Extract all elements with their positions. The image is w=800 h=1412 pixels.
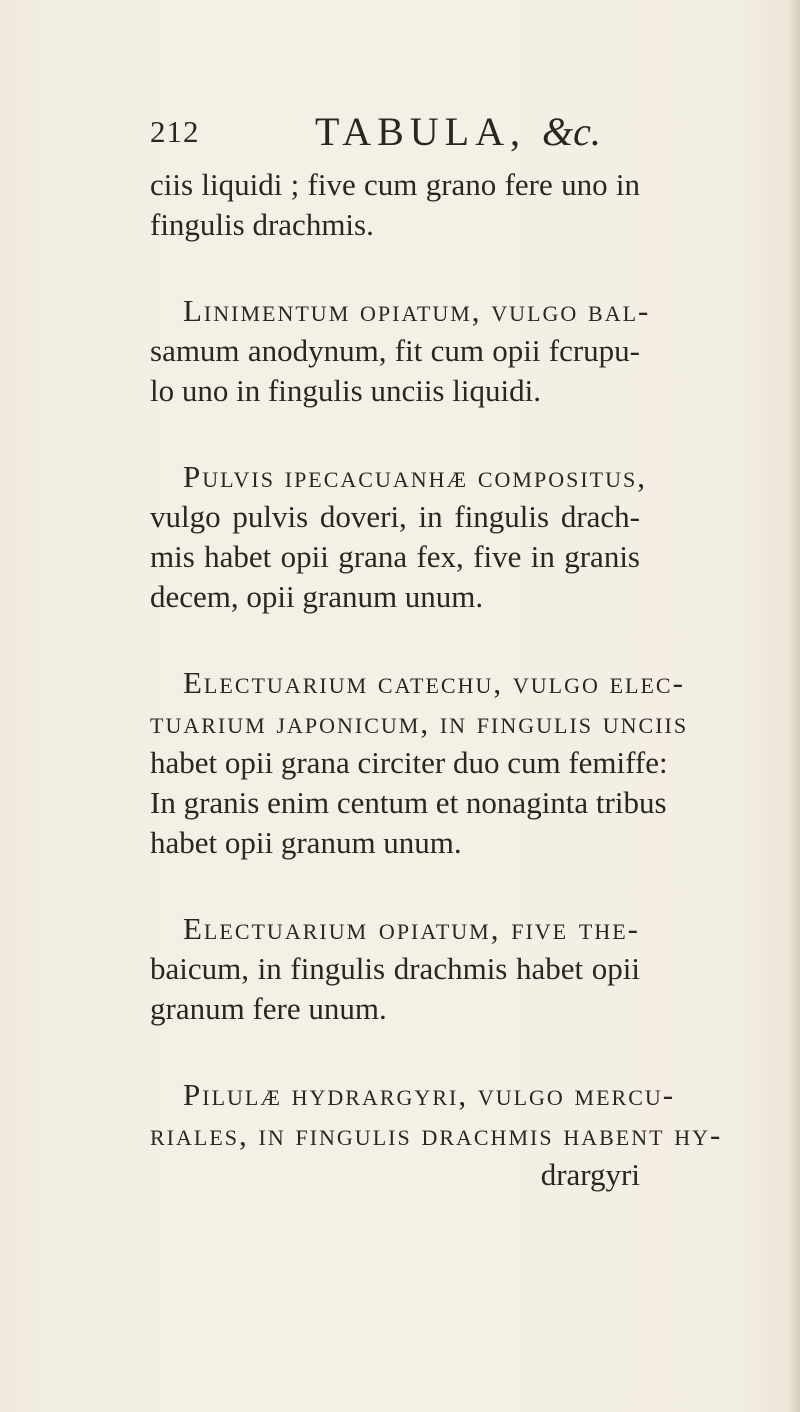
paragraph-linimentum <box>150 291 651 411</box>
paragraph-electuarium-opiatum <box>150 909 640 1029</box>
text-line: Pulvis ipecacuanhæ compositus, <box>183 459 647 494</box>
catchword: drargyri <box>540 1157 640 1192</box>
text-line: vulgo pulvis doveri, in fingulis drach- <box>150 499 640 534</box>
paragraph-electuarium-catechu <box>150 663 689 863</box>
running-head <box>315 108 601 155</box>
text-line: Linimentum opiatum, vulgo bal- <box>183 293 651 328</box>
text-line: samum anodynum, fit cum opii fcrupu- <box>150 333 640 368</box>
text-line: Pilulæ hydrargyri, vulgo mercu- <box>183 1077 676 1112</box>
text-line: lo uno in fingulis unciis liquidi. <box>150 373 541 408</box>
paragraph-continuation <box>150 165 640 245</box>
text-line: Electuarium catechu, vulgo elec- <box>183 665 685 700</box>
text-line: Electuarium opiatum, five the- <box>183 911 640 946</box>
body-text <box>150 165 723 1195</box>
text-line: granum fere unum. <box>150 991 387 1026</box>
text-line: In granis enim centum et nonaginta tribus <box>150 785 667 820</box>
text-line: ciis liquidi ; five cum grano fere uno in <box>150 167 640 202</box>
text-line: habet opii granum unum. <box>150 825 462 860</box>
running-head-title: TABULA, <box>315 109 527 154</box>
text-line: riales, in fingulis drachmis habent hy- <box>150 1117 723 1152</box>
running-header <box>150 108 670 158</box>
text-line: decem, opii granum unum. <box>150 579 484 614</box>
text-line: baicum, in fingulis drachmis habet opii <box>150 951 640 986</box>
text-line: habet opii grana circiter duo cum femiffe: <box>150 745 668 780</box>
text-line: mis habet opii grana fex, five in granis <box>150 539 640 574</box>
text-line: fingulis drachmis. <box>150 207 374 242</box>
paragraph-pulvis <box>150 457 647 617</box>
page-number: 212 <box>150 114 200 149</box>
text-line: tuarium japonicum, in fingulis unciis <box>150 705 689 740</box>
page-edge-shadow <box>788 0 800 1412</box>
running-head-etc: &c. <box>542 109 601 154</box>
paragraph-pilulae <box>150 1075 723 1155</box>
